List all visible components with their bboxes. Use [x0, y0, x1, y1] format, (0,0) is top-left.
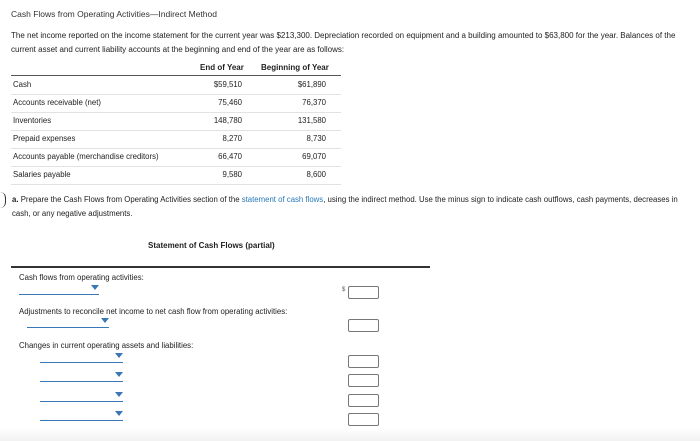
change-label-dropdown-4[interactable] [40, 410, 123, 421]
question-marker [0, 192, 6, 208]
table-row [0, 167, 700, 185]
change-label-dropdown-2[interactable] [40, 371, 123, 382]
change-amount-input-3[interactable] [348, 394, 379, 407]
net-income-amount-input[interactable] [348, 286, 379, 299]
bottom-edge [0, 428, 700, 441]
row-label: Prepaid expenses [13, 134, 76, 143]
row-end-value: 8,270 [222, 134, 242, 143]
instructions-text: Prepare the Cash Flows from Operating Activities section of the [20, 195, 240, 204]
section-changes-current: Changes in current operating assets and liabilities: [19, 341, 194, 350]
row-label: Accounts payable (merchandise creditors) [13, 152, 159, 161]
row-begin-value: 8,600 [306, 170, 326, 179]
row-label: Salaries payable [13, 170, 71, 179]
section-adjustments: Adjustments to reconcile net income to net cash flow from operating activities: [19, 307, 288, 316]
table-row [0, 149, 700, 167]
part-label: a. [12, 195, 19, 204]
change-label-dropdown-3[interactable] [40, 391, 123, 402]
statement-of-cash-flows-link[interactable]: statement of cash flows [241, 195, 324, 204]
header-beginning-of-year: Beginning of Year [261, 63, 329, 72]
row-end-value: 148,780 [213, 116, 242, 125]
adjustment-amount-input[interactable] [348, 319, 379, 332]
dollar-sign: $ [342, 287, 346, 293]
table-row [0, 77, 700, 95]
change-amount-input-2[interactable] [348, 374, 379, 387]
row-end-value: 9,580 [222, 170, 242, 179]
row-label: Inventories [13, 116, 52, 125]
section-operating-activities: Cash flows from operating activities: [19, 273, 144, 282]
chevron-down-icon [91, 285, 99, 290]
row-divider [11, 184, 341, 185]
statement-rule [11, 266, 430, 268]
row-end-value: $59,510 [213, 80, 242, 89]
page-title: Cash Flows from Operating Activities—Indirect Method [11, 9, 217, 19]
change-amount-input-4[interactable] [348, 413, 379, 426]
row-end-value: 66,470 [218, 152, 242, 161]
chevron-down-icon [115, 372, 123, 377]
chevron-down-icon [115, 411, 123, 416]
statement-title: Statement of Cash Flows (partial) [148, 241, 275, 250]
table-row [0, 95, 700, 113]
row-label: Accounts receivable (net) [13, 98, 101, 107]
chevron-down-icon [115, 392, 123, 397]
table-row [0, 113, 700, 131]
row-begin-value: 76,370 [302, 98, 326, 107]
net-income-label-dropdown[interactable] [19, 284, 99, 295]
table-header-rule [11, 75, 341, 76]
row-begin-value: 131,580 [297, 116, 326, 125]
change-amount-input-1[interactable] [348, 355, 379, 368]
row-end-value: 75,460 [218, 98, 242, 107]
row-begin-value: $61,890 [297, 80, 326, 89]
table-row [0, 131, 700, 149]
change-label-dropdown-1[interactable] [40, 352, 123, 363]
problem-intro: The net income reported on the income statement for the current year was $213,300. Depreciation recorded on equipment and a building amounted to $63,800 for the year. Balances of the current asset and current liability accounts at the beginning and end of the year are as follows: [11, 31, 676, 54]
row-begin-value: 8,730 [306, 134, 326, 143]
row-label: Cash [13, 80, 32, 89]
chevron-down-icon [115, 353, 123, 358]
chevron-down-icon [101, 318, 109, 323]
instructions-text-after: , using the indirect method. Use the minus sign to indicate cash outflows, cash payments, decreases in cash, or any negative adjustments. [12, 195, 678, 218]
row-begin-value: 69,070 [302, 152, 326, 161]
header-end-of-year: End of Year [200, 63, 244, 72]
adjustment-label-dropdown[interactable] [27, 317, 109, 328]
instructions [12, 193, 696, 221]
